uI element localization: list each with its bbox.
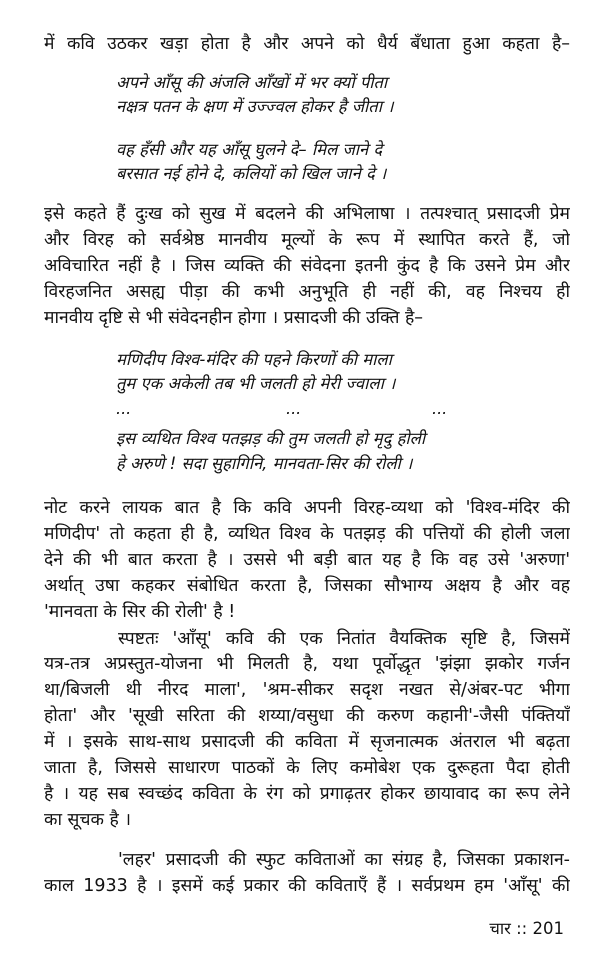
text-line: मानवीय दृष्टि से भी संवेदनहीन होगा । प्रसादजी की उक्ति है– — [44, 308, 424, 328]
text-line: स्पष्टतः 'आँसू' कवि की एक नितांत वैयक्तिक सृष्टि है, जिसमें — [118, 629, 570, 649]
ellipsis: ... — [286, 399, 302, 418]
verse-line: तुम एक अकेली तब भी जलती हो मेरी ज्वाला । — [116, 374, 396, 393]
verse-line: इस व्यथित विश्व पतझड़ की तुम जलती हो मृदु होली — [116, 429, 426, 448]
verse-ellipsis-row — [0, 398, 600, 420]
text-line: विरहजनित असह्य पीड़ा की कभी अनुभूति ही नहीं की, वह निश्चय ही — [44, 282, 570, 302]
text-line: अर्थात् उषा कहकर संबोधित करता है, जिसका सौभाग्य अक्षय है और वह — [44, 576, 570, 596]
verse-line: मणिदीप विश्व-मंदिर की पहने किरणों की माला — [116, 350, 392, 369]
page-footer — [489, 918, 564, 940]
text-line: जाता है, जिससे साधारण पाठकों के लिए कमोबेश एक दुरूहता पैदा होती — [44, 758, 570, 778]
text-line: होता' और 'सूखी सरिता की शय्या/वसुधा की करुण कहानी'-जैसी पंक्तियाँ — [44, 706, 570, 726]
ellipsis: ... — [116, 399, 132, 418]
verse-line: अपने आँसू की अंजलि आँखों में भर क्यों पीता — [116, 73, 388, 92]
ellipsis: ... — [432, 399, 448, 418]
text-line: देने की भी बात करता है । उससे भी बड़ी बात यह है कि वह उसे 'अरुणा' — [44, 550, 570, 570]
text-line: और विरह को सर्वश्रेष्ठ मानवीय मूल्यों के रूप में स्थापित करते हैं, जो — [44, 230, 570, 250]
text-line: 'लहर' प्रसादजी की स्फुट कविताओं का संग्रह है, जिसका प्रकाशन- — [118, 850, 570, 870]
intro-line: में कवि उठकर खड़ा होता है और अपने को धैर्य बँधाता हुआ कहता है– — [44, 34, 570, 54]
text-line: का सूचक है । — [44, 810, 131, 830]
text-line: मणिदीप' तो कहता ही है, व्यथित विश्व के पतझड़ की पत्तियों की होली जला — [44, 524, 570, 544]
verse-line: हे अरुणे ! सदा सुहागिनि, मानवता-सिर की रोली । — [116, 454, 413, 473]
verse-line: बरसात नई होने दे, कलियों को खिल जाने दे । — [116, 164, 387, 183]
text-line: 'मानवता के सिर की रोली' है ! — [44, 602, 236, 622]
text-line: अविचारित नहीं है । जिस व्यक्ति की संवेदना इतनी कुंद है कि उसने प्रेम और — [44, 256, 570, 276]
verse-line: वह हँसी और यह आँसू घुलने दे– मिल जाने दे — [116, 140, 383, 159]
text-line: इसे कहते हैं दुःख को सुख में बदलने की अभिलाषा । तत्पश्चात् प्रसादजी प्रेम — [44, 204, 570, 224]
text-line: था/बिजली थी नीरद माला', 'श्रम-सीकर सदृश नखत से/अंबर-पट भीगा — [44, 680, 570, 700]
text-line: काल 1933 है । इसमें कई प्रकार की कविताएँ हैं । सर्वप्रथम हम 'आँसू' की — [44, 876, 570, 896]
text-line: है । यह सब स्वच्छंद कविता के रंग को प्रगाढ़तर होकर छायावाद का रूप लेने — [44, 784, 570, 804]
footer-separator: :: — [516, 919, 528, 938]
verse-line: नक्षत्र पतन के क्षण में उज्ज्वल होकर है जीता । — [116, 97, 394, 116]
text-line: में । इसके साथ-साथ प्रसादजी की कविता में सृजनात्मक अंतराल भी बढ़ता — [44, 732, 570, 752]
chapter-label: चार — [489, 919, 511, 938]
text-line: नोट करने लायक बात है कि कवि अपनी विरह-व्यथा को 'विश्व-मंदिर की — [44, 498, 570, 518]
text-line: यत्र-तत्र अप्रस्तुत-योजना भी मिलती है, यथा पूर्वोद्धृत 'झंझा झकोर गर्जन — [44, 654, 570, 674]
page-number: 201 — [532, 919, 564, 938]
